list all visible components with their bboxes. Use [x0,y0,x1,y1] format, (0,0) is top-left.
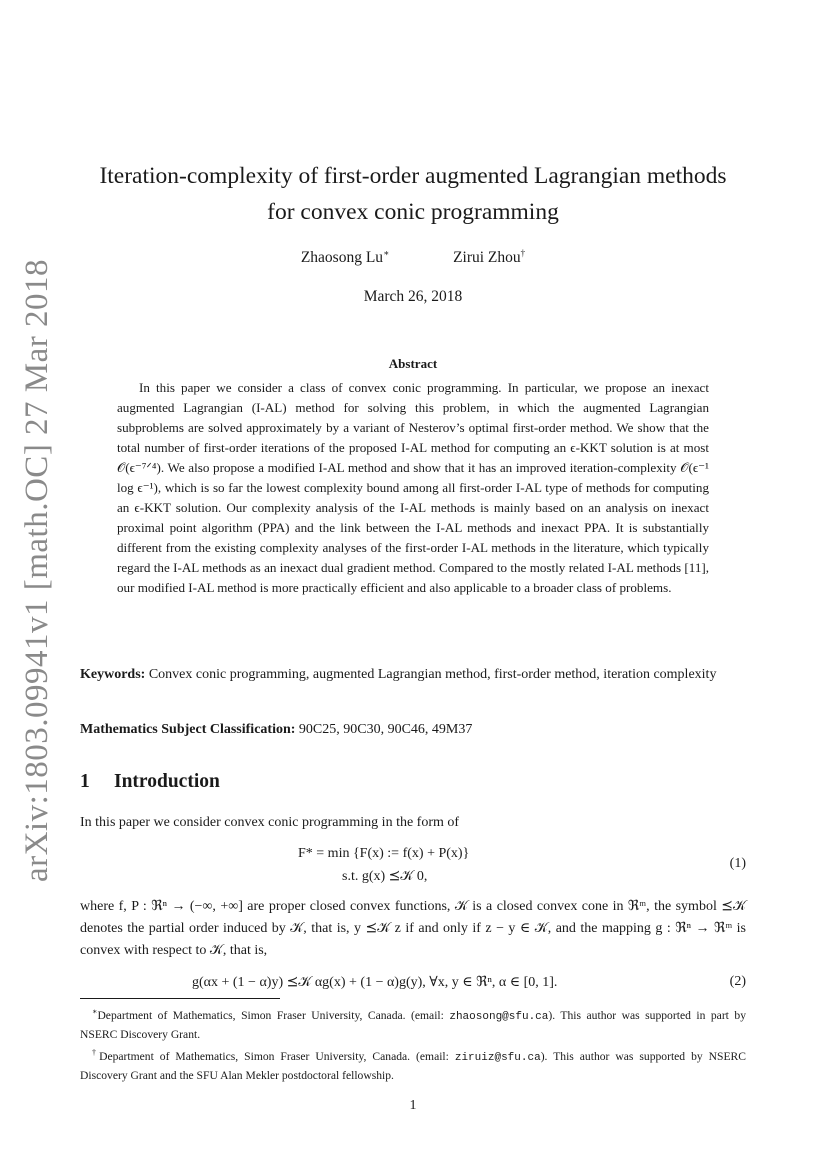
author-name: Zhaosong Lu [300,249,384,267]
msc-label: Mathematics Subject Classification: [80,722,296,737]
footnote-1 [80,1003,746,1044]
equation-1-objective: F* = min {F(x) := f(x) + P(x)} [298,846,470,861]
title-line-2: for convex conic programming [267,199,559,225]
msc-codes: 90C25, 90C30, 90C46, 49M37 [298,722,473,737]
page-number: 1 [409,1098,417,1113]
footnote-text: Department of Mathematics, Simon Fraser University, Canada. (email: [97,1008,450,1022]
author-2 [453,248,525,267]
subject-classification [80,722,746,738]
section-title: Introduction [114,771,220,792]
author-list [80,248,746,267]
footnote-mark: ∗ [383,248,390,258]
equation-1-constraint: s.t. g(x) ⪯𝒦 0, [342,869,428,884]
footnote-mark: † [92,1047,100,1057]
footnote-divider [80,998,280,999]
intro-sentence: In this paper we consider convex conic programming in the form of [80,815,460,830]
equation-1-number: (1) [729,856,746,871]
arxiv-identifier: arXiv:1803.09941v1 [math.OC] 27 Mar 2018 [19,258,56,882]
equation-2-number: (2) [729,974,746,989]
abstract-body: In this paper we consider a class of convex conic programming. In particular, we propose an inexact augmented Lagrangian (I-AL) method for solving this problem, in which the augmented Lagrangian subproblems are solved approximately by a variant of Nesterov’s optimal first-order method. We show that the total number of first-order iterations of the proposed I-AL method for computing an ϵ-KKT solution is at most 𝒪(ϵ⁻⁷ᐟ⁴). We also propose a modified I-AL method and show that it has an improved iteration-complexity 𝒪(ϵ⁻¹ log ϵ⁻¹), which is so far the lowest complexity bound among all first-order I-AL type of methods for computing an ϵ-KKT solution. Our complexity analysis of the I-AL methods is mainly based on an analysis on inexact proximal point algorithm (PPA) and the link between the I-AL methods and inexact PPA. It is substantially different from the existing complexity analyses of the first-order I-AL methods in the literature, which typically regard the I-AL methods as an inexact dual gradient method. Compared to the mostly related I-AL methods [11], our modified I-AL method is more practically efficient and also applicable to a broader class of problems. [117,380,709,595]
paper-title [80,158,746,230]
arxiv-side-stamp [16,258,60,882]
author-name: Zirui Zhou [453,249,521,267]
footnotes [80,1003,746,1085]
footnote-text: ). This author was supported in part by NSERC Discovery Grant. [80,1008,746,1041]
title-line-1: Iteration-complexity of first-order augmented Lagrangian methods [99,163,727,189]
paper-date: March 26, 2018 [363,288,463,305]
footnote-mark: † [520,248,526,258]
footnote-text: ). This author was supported by NSERC Discovery Grant and the SFU Alan Mekler postdoctoral fellowship. [80,1049,747,1082]
email-link[interactable]: zhaosong@sfu.ca [449,1010,549,1023]
footnote-2 [80,1044,746,1085]
keywords [80,664,746,686]
footnote-mark: ∗ [92,1007,98,1016]
section-number: 1 [80,771,90,792]
abstract-heading: Abstract [388,356,438,371]
keywords-text: Convex conic programming, augmented Lagrangian method, first-order method, iteration complexity [148,667,717,682]
body-paragraph: where f, P : ℜⁿ → (−∞, +∞] are proper closed convex functions, 𝒦 is a closed convex cone in ℜᵐ, the symbol ⪯𝒦 denotes the partial order induced by 𝒦, that is, y ⪯𝒦 z if and only if z − y ∈ 𝒦, and the mapping g : ℜⁿ → ℜᵐ is convex with respect to 𝒦, that is, [80,899,746,958]
author-1 [301,248,389,267]
section-heading [80,771,220,793]
keywords-label: Keywords: [80,667,146,682]
equation-1 [80,844,746,888]
email-link[interactable]: ziruiz@sfu.ca [454,1051,541,1064]
footnote-text: Department of Mathematics, Simon Fraser University, Canada. (email: [99,1049,455,1063]
equation-2-body: g(αx + (1 − α)y) ⪯𝒦 αg(x) + (1 − α)g(y), ∀x, y ∈ ℜⁿ, α ∈ [0, 1]. [192,975,558,990]
